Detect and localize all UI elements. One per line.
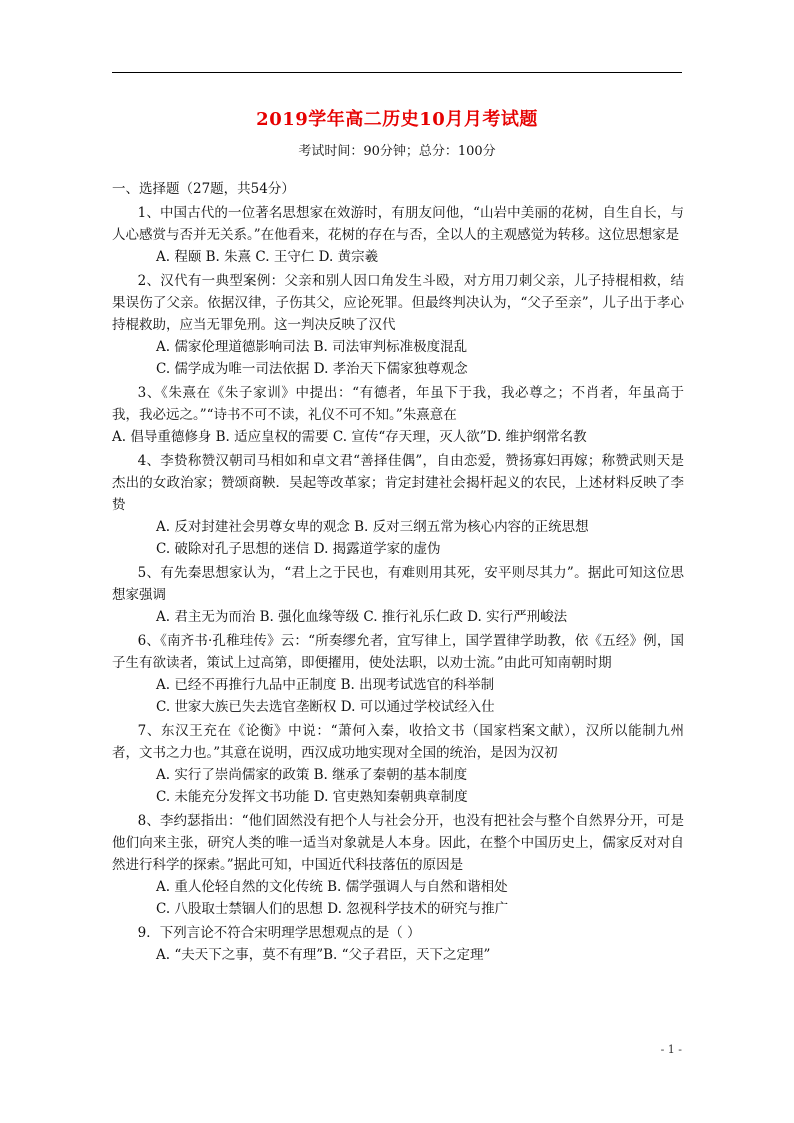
question-7 — [112, 720, 684, 808]
question-options: A. 君主无为而治 B. 强化血缘等级 C. 推行礼乐仁政 D. 实行严刑峻法 — [156, 609, 568, 625]
question-3 — [112, 382, 684, 448]
page-number: - 1 - — [660, 1043, 682, 1056]
question-options: A. 儒家伦理道德影响司法 B. 司法审判标准极度混乱 — [156, 339, 468, 355]
question-8 — [112, 810, 684, 920]
exam-content — [112, 178, 684, 966]
question-stem: 1、中国古代的一位著名思想家在效游时，有朋友问他，“山岩中美丽的花树，自生自长，与人心感赏与否并无关系。”在他看来，花树的存在与否，全以人的主观感觉为转移。这位思想家是 — [112, 205, 684, 243]
question-options: A. 反对封建社会男尊女卑的观念 B. 反对三纲五常为核心内容的正统思想 — [156, 519, 589, 535]
question-stem: 5、有先秦思想家认为，“君上之于民也，有难则用其死，安平则尽其力”。据此可知这位思想家强调 — [112, 565, 684, 603]
question-options: A. 重人伦轻自然的文化传统 B. 儒学强调人与自然和谐相处 — [156, 879, 508, 895]
question-stem: 4、李贽称赞汉朝司马相如和卓文君“善择佳偶”，自由恋爱，赞扬寡妇再嫁；称赞武则天是杰出的女政治家；赞颂商鞅．吴起等改革家；肯定封建社会揭杆起义的农民，上述材料反映了李贽 — [112, 453, 684, 513]
question-options: A. 倡导重德修身 B. 适应皇权的需要 C. 宣传“存天理，灭人欲”D. 维护纲常名教 — [112, 429, 587, 445]
question-options: C. 世家大族已失去选官垄断权 D. 可以通过学校试经入仕 — [156, 699, 495, 715]
question-stem: 7、东汉王充在《论衡》中说：“萧何入秦，收拾文书（国家档案文献），汉所以能制九州者，文书之力也。”其意在说明，西汉成功地实现对全国的统治，是因为汉初 — [112, 723, 684, 761]
question-4 — [112, 450, 684, 560]
question-6 — [112, 630, 684, 718]
question-2 — [112, 270, 684, 380]
question-options: A. 实行了崇尚儒家的政策 B. 继承了秦朝的基本制度 — [156, 767, 468, 783]
question-options: C. 儒学成为唯一司法依据 D. 孝治天下儒家独尊观念 — [156, 361, 468, 377]
question-1 — [112, 202, 684, 268]
question-options: A. 程颐 B. 朱熹 C. 王守仁 D. 黄宗羲 — [156, 249, 379, 265]
exam-title: 2019学年高二历史10月月考试题 — [256, 109, 538, 130]
question-stem: 2、汉代有一典型案例：父亲和别人因口角发生斗殴，对方用刀刺父亲，儿子持棍相救，结果误伤了父亲。依据汉律，子伤其父，应论死罪。但最终判决认为，“父子至亲”，儿子出于孝心持棍救助，应当无罪免刑。这一判决反映了汉代 — [112, 273, 684, 333]
question-options: C. 八股取士禁锢人们的思想 D. 忽视科学技术的研究与推广 — [156, 901, 509, 917]
question-stem: 3、《朱熹在《朱子家训》中提出：“有德者，年虽下于我，我必尊之；不肖者，年虽高于我，我必远之。”“诗书不可不读，礼仪不可不知。”朱熹意在 — [112, 385, 684, 423]
question-5 — [112, 562, 684, 628]
question-stem: 6、《南齐书·孔稚珪传》云：“所奏缪允者，宜写律上，国学置律学助教，依《五经》例，国子生有欲读者，策试上过高第，即便擢用，使处法职，以劝士流。”由此可知南朝时期 — [112, 633, 684, 671]
exam-subtitle: 考试时间：90分钟；总分：100分 — [298, 144, 496, 159]
header-rule — [112, 72, 682, 73]
question-options: C. 未能充分发挥文书功能 D. 官吏熟知秦朝典章制度 — [156, 789, 468, 805]
question-options: A. 已经不再推行九品中正制度 B. 出现考试选官的科举制 — [156, 677, 495, 693]
question-options: A. “夫天下之事，莫不有理”B. “父子君臣，天下之定理” — [156, 947, 491, 963]
question-9 — [112, 922, 684, 966]
question-stem: 9．下列言论不符合宋明理学思想观点的是（ ） — [137, 925, 421, 941]
section-heading: 一、选择题（27题，共54分） — [112, 181, 295, 197]
question-options: C. 破除对孔子思想的迷信 D. 揭露道学家的虚伪 — [156, 541, 441, 557]
question-stem: 8、李约瑟指出：“他们固然没有把个人与社会分开，也没有把社会与整个自然界分开，可是他们向来主张，研究人类的唯一适当对象就是人本身。因此，在整个中国历史上，儒家反对对自然进行科学的探索。”据此可知，中国近代科技落伍的原因是 — [112, 813, 684, 873]
